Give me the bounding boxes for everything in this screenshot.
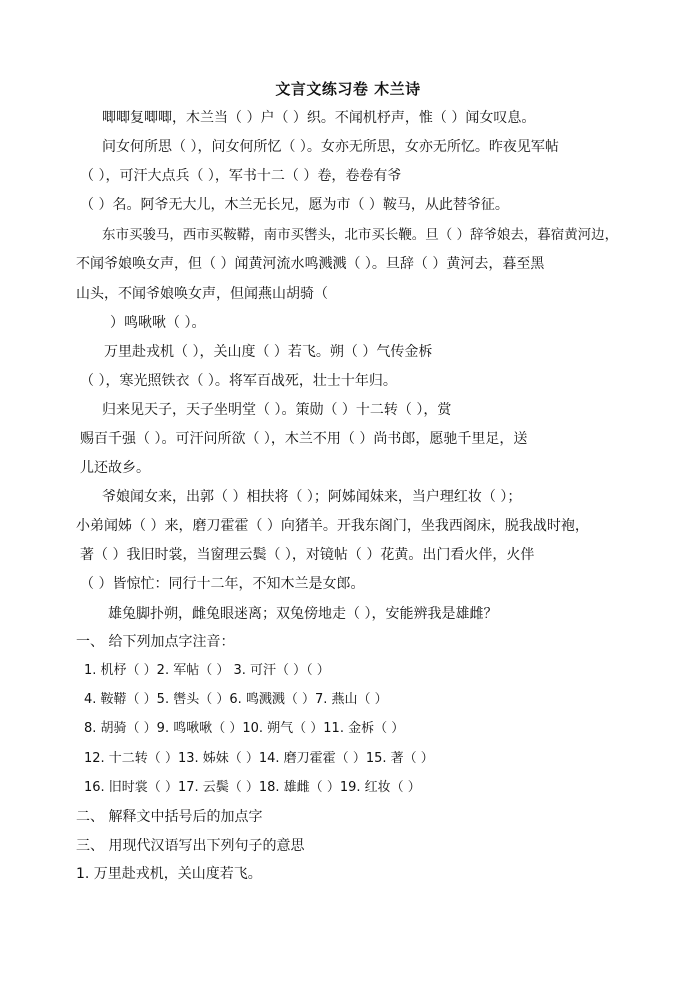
section-3-item: 1. 万里赴戎机，关山度若飞。 [76,866,262,882]
text-line: 雄兔脚扑朔，雌兔眼迷离；双兔傍地走（ ），安能辨我是雄雌？ [108,606,498,622]
text-line: 不闻爷娘唤女声，但（ ）闻黄河流水鸣溅溅（ ）。旦辞（ ）黄河去，暮至黑 [76,256,545,272]
exercise-row: 12. 十二转（ ）13. 姊妹（ ）14. 磨刀霍霍（ ）15. 著（ ） [84,751,434,766]
text-line: 赐百千强（ ）。可汗问所欲（ ），木兰不用（ ）尚书郎，愿驰千里足，送 [80,431,528,447]
text-line: 唧唧复唧唧，木兰当（ ）户（ ）织。不闻机杼声，惟（ ）闻女叹息。 [102,110,536,126]
section-1-heading: 一、 给下列加点字注音： [76,634,235,650]
text-line: （ ）名。阿爷无大儿，木兰无长兄，愿为市（ ）鞍马，从此替爷征。 [80,197,509,213]
exercise-row: 4. 鞍鞯（ ）5. 辔头（ ）6. 鸣溅溅（ ）7. 燕山（ ） [84,692,388,707]
text-line: 儿还故乡。 [80,460,150,476]
exercise-row: 8. 胡骑（ ）9. 鸣啾啾（ ）10. 朔气（ ）11. 金柝（ ） [84,721,405,736]
text-line: 万里赴戎机（ ），关山度（ ）若飞。朔（ ）气传金柝 [104,344,433,360]
text-line: 著（ ）我旧时裳，当窗理云鬓（ ），对镜帖（ ）花黄。出门看火伴，火伴 [80,547,535,563]
text-line: （ ）皆惊忙：同行十二年，不知木兰是女郎。 [80,576,365,592]
text-line: 爷娘闻女来，出郭（ ）相扶将（ ）；阿姊闻妹来，当户理红妆（ ）； [102,489,522,505]
text-line: 归来见天子，天子坐明堂（ ）。策勋（ ）十二转（ ），赏 [102,402,452,418]
page-title: 文言文练习卷 木兰诗 [275,80,421,98]
exercise-row: 1. 机杼（ ）2. 军帖（ ） 3. 可汗（ ）（ ） [84,663,330,678]
text-line: （ ），可汗大点兵（ ），军书十二（ ）卷，卷卷有爷 [80,168,402,184]
section-3-heading: 三、 用现代汉语写出下列句子的意思 [76,838,305,854]
text-line: 小弟闻姊（ ）来，磨刀霍霍（ ）向猪羊。开我东阁门，坐我西阁床，脱我战时袍， [76,518,589,534]
exercise-row: 16. 旧时裳（ ）17. 云鬓（ ）18. 雄雌（ ）19. 红妆（ ） [84,780,421,795]
section-2-heading: 二、 解释文中括号后的加点字 [76,809,263,825]
text-line: 山头，不闻爷娘唤女声，但闻燕山胡骑（ [76,286,328,302]
text-line: （ ），寒光照铁衣（ ）。将军百战死，壮士十年归。 [80,373,397,389]
text-line: ）鸣啾啾（ ）。 [110,315,206,331]
text-line: 东市买骏马，西市买鞍鞯，南市买辔头，北市买长鞭。旦（ ）辞爷娘去，暮宿黄河边， [102,227,619,243]
text-line: 问女何所思（ ），问女何所忆（ ）。女亦无所思，女亦无所忆。昨夜见军帖 [102,139,559,155]
